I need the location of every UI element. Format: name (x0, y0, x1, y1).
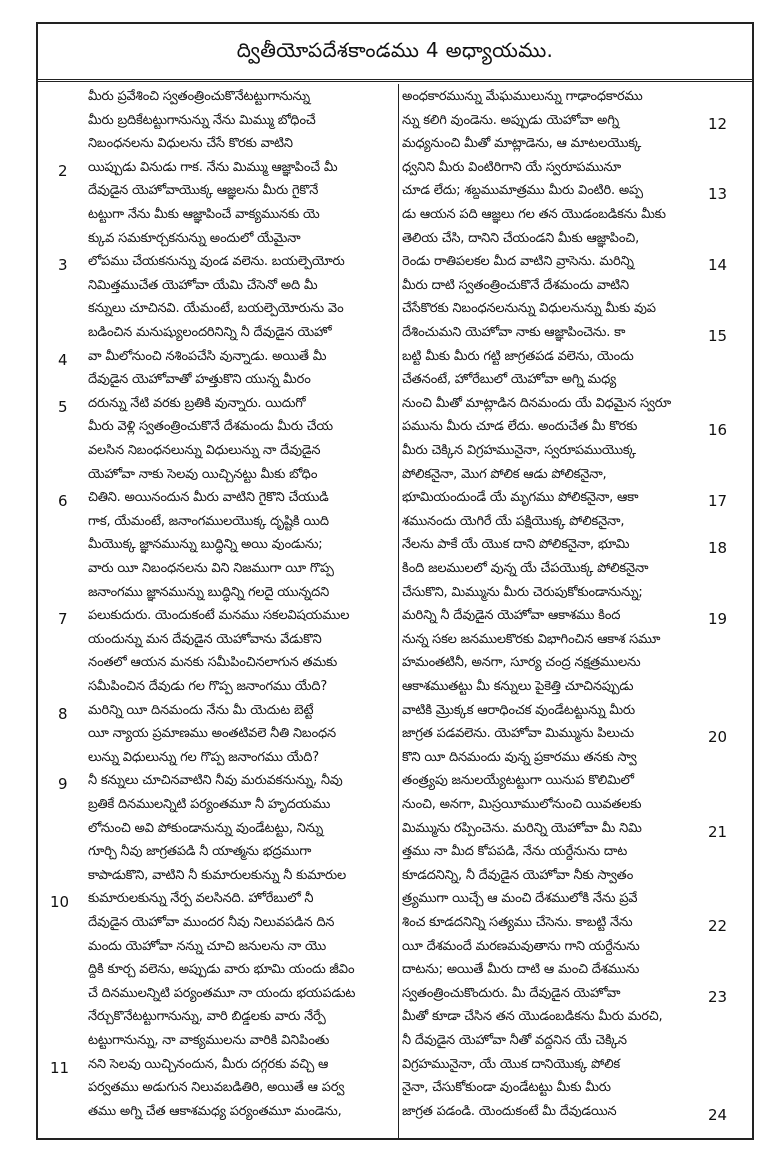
text-line: మీయొక్క జ్ఞానమున్ను బుద్ధిన్ని అయి వుండును; (88, 537, 323, 553)
text-line: రెండు రాతిపలకల మీద వాటిని వ్రాసెను. మరిన్ని (402, 254, 634, 270)
verse-number: 7 (58, 610, 68, 629)
column-divider (398, 84, 399, 1138)
text-line: అంధకారమున్ను మేఘములున్ను గాఢాంధకారము (402, 89, 643, 104)
verse-number: 10 (50, 893, 70, 912)
text-line: నీ దేవుడైన యెహోవా నీతో వద్దనిన యే చెక్కిన (402, 1033, 627, 1048)
verse-number: 15 (708, 327, 728, 345)
text-line: నని సెలవు యిచ్చినందున, మీరు దగ్గరకు వచ్చి ఆ (88, 1056, 329, 1072)
text-line: లోపము చేయకనున్ను వుండ వలెను. బయల్పెయోరు (88, 254, 345, 270)
verse-number: 21 (708, 822, 728, 841)
verse-number: 2 (58, 161, 68, 180)
text-line: నిబంధనలను విధులను చేసే కొరకు వాటిని (88, 136, 293, 152)
text-line: వలసిన నిబంధనలున్ను విధులున్ను నా దేవుడైన (88, 443, 321, 458)
text-line: మీరు చెక్కిన విగ్రహమునైనా, స్వరూపముయొక్క (402, 443, 636, 458)
verse-number: 4 (58, 350, 68, 369)
text-line: చేసుకొని, మిమ్మును మీరు చెరుపుకోకుండానున్ను; (402, 584, 643, 600)
text-line: నుంచి మీతో మాట్లాడిన దినమందు యే విధమైన స్వరూ (402, 395, 671, 411)
text-line: నంతలో ఆయన మనకు సమీపించినలాగున తమకు (88, 655, 338, 671)
text-line: నైనా, చేసుకోకుండా వుండేటట్టు మీకు మీరు (402, 1080, 611, 1096)
text-line: దేశించుమని యెహోవా నాకు ఆజ్ఞాపించెను. కా (402, 325, 626, 340)
text-line: యీ న్యాయ ప్రమాణము అంతటివలె నీతి నిబంధన (88, 726, 336, 742)
text-line: లున్ను విధులున్ను గల గొప్ప జనాంగము యేది? (88, 749, 319, 765)
text-line: నున్న సకల జనములకొరకు విభాగించిన ఆకాశ సమూ (402, 631, 661, 647)
text-line: టట్టుగా నేను మీకు ఆజ్ఞాపించే వాక్యమునకు యె (88, 207, 320, 222)
text-line: మీరు ప్రవేశించి స్వతంత్రించుకొనేటట్టుగానున్ను (88, 89, 310, 104)
text-line: చితిని. అయినందున మీరు వాటిని గైకొని చేయుడి (88, 490, 329, 506)
text-line: దేవుడైన యెహోవాయొక్క ఆజ్ఞలను మీరు గైకొనే (88, 183, 319, 199)
text-line: చేతనంటే, హోరేబులో యెహోవా అగ్ని మధ్య (402, 372, 616, 388)
text-line: స్వతంత్రించుకొందురు. మీ దేవుడైన యెహోవా (402, 985, 621, 1001)
verse-number: 23 (708, 987, 728, 1006)
text-line: తెలియ చేసి, దానిని చేయండని మీకు ఆజ్ఞాపించి, (402, 230, 639, 246)
text-line: మిమ్మును రప్పించెను. మరిన్ని యెహోవా మీ నిమి (402, 820, 642, 836)
text-line: తము అగ్ని చేత ఆకాశమధ్య పర్యంతమూ మండెను, (88, 1103, 342, 1119)
text-line: త్ర్యముగా యిచ్చే ఆ మంచి దేశములోకి నేను ప్రవే (402, 891, 638, 907)
text-line: డు ఆయన పది ఆజ్ఞలు గల తన యొడంబడికను మీకు (402, 207, 666, 222)
text-line: జనాంగము జ్ఞానమున్ను బుద్ధిన్ని గలదై యున్నదని (88, 584, 330, 600)
text-line: యెహోవా నాకు సెలవు యిచ్చినట్టు మీకు బోధిం (88, 466, 318, 482)
text-line: న్ను కలిగి వుండెను. అప్పుడు యెహోవా అగ్ని (402, 112, 619, 128)
header-band (36, 24, 754, 82)
text-line: వా మీలోనుంచి నశింపచేసి వున్నాడు. అయితే మీ (88, 348, 327, 364)
text-line: నీ కన్నులు చూచినవాటిని నీవు మరువకనున్ను, నీవు (88, 773, 343, 789)
text-line: బట్టి మీకు మీరు గట్టి జాగ్రతపడ వలెను, యెందు (402, 348, 634, 364)
text-line: తంత్ర్యపు జనులయ్యేటట్టుగా యినుప కొలిమిలో (402, 773, 634, 789)
verse-number: 22 (708, 917, 728, 935)
text-line: భూమియందుండే యే మృగము పోలికనైనా, ఆకా (402, 490, 639, 506)
text-line: దరున్ను నేటి వరకు బ్రతికి వున్నారు. యిదుగో (88, 395, 306, 411)
text-line: చేసేకొరకు నిబంధనలనున్ను విధులనున్ను మీకు వుప (402, 301, 656, 317)
text-line: మీతో కూడా చేసిన తన యొడంబడికను మీరు మరచి, (402, 1009, 663, 1025)
text-line: చూడ లేదు; శబ్దముమాత్రము మీరు వింటిరి. అప్ప (402, 183, 643, 199)
text-line: దేవుడైన యెహోవా ముందర నీవు నిలువపడిన దిన (88, 915, 335, 930)
text-line: పలుకుదురు. యెందుకంటే మనము సకలవిషయముల (88, 608, 350, 624)
text-line: గాక, యేమంటే, జనాంగములయొక్క దృష్టికి యిది (88, 513, 329, 529)
text-line: ద్దికి కూర్చ వలెను, అప్పుడు వారు భూమి యందు జీవిం (88, 962, 355, 978)
text-line: దాటను; అయితే మీరు దాటి ఆ మంచి దేశమును (402, 962, 640, 978)
text-line: గూర్చి నీవు జాగ్రతపడి నీ యాత్మను భద్రముగా (88, 844, 312, 860)
text-line: చే దినములన్నిటి పర్యంతమూ నా యందు భయపడుట (88, 985, 356, 1001)
text-line: మరిన్ని యీ దినమందు నేను మీ యెదుట బెట్టే (88, 702, 314, 718)
text-line: ఆకాశముతట్టు మీ కన్నులు పైకెత్తి చూచినప్పుడు (402, 679, 634, 694)
text-line: కూడదనిన్ని, నీ దేవుడైన యెహోవా నీకు స్వాతం (402, 867, 634, 883)
verse-number: 11 (50, 1058, 70, 1077)
verse-number: 20 (708, 728, 728, 747)
text-line: మధ్యనుంచి మీతో మాట్లాడెను, ఆ మాటలయొక్క (402, 136, 642, 152)
text-line: కాపాడుకొని, వాటిని నీ కుమారులకున్ను నీ కుమారుల (88, 867, 346, 883)
text-line: కొని యీ దినమందు వున్న ప్రకారము తనకు స్వా (402, 749, 637, 765)
text-line: పర్వతము అడుగున నిలువబడితిరి, అయితే ఆ పర్వ (88, 1080, 345, 1096)
text-line: సమీపించిన దేవుడు గల గొప్ప జనాంగము యేది? (88, 679, 328, 694)
text-line: శమునందు యెగిరే యే పక్షియొక్క పోలికనైనా, (402, 513, 625, 529)
text-line: త్తము నా మీద కోపపడి, నేను యర్దేనును దాట (402, 844, 628, 860)
verse-number: 9 (58, 775, 68, 794)
right-column (402, 88, 708, 1136)
text-line: మీరు వెళ్లి స్వతంత్రించుకొనే దేశమందు మీరు చేయ (88, 419, 333, 435)
verse-number: 18 (708, 539, 728, 558)
verse-number: 6 (58, 492, 68, 511)
text-line: లోనుంచి అవి పోకుండానున్ను వుండేటట్టు, నిన్ను (88, 820, 323, 836)
verse-number: 17 (708, 492, 728, 511)
text-line: క్కువ సమకూర్చకనున్ను అందులో యేమైనా (88, 230, 301, 246)
text-line: నేలను పాకే యే యొక దాని పోలికనైనా, భూమి (402, 537, 630, 553)
text-line: కింది జలములలో వున్న యే చేపయొక్క పోలికనైనా (402, 561, 649, 576)
text-line: బ్రతికే దినములన్నిటి పర్యంతమూ నీ హృదయము (88, 797, 331, 812)
page-title: ద్వితీయోపదేశకాండము 4 అధ్యాయము. (236, 38, 554, 62)
text-line: మరిన్ని నీ దేవుడైన యెహోవా ఆకాశము కింద (402, 608, 621, 624)
text-line: విగ్రహమునైనా, యే యొక దానియొక్క పోలిక (402, 1056, 620, 1072)
text-line: పమును మీరు చూడ లేదు. అందుచేత మీ కొరకు (402, 419, 638, 435)
text-line: జాగ్రత పడవలెను. యెహోవా మిమ్మును పిలుచు (402, 726, 634, 742)
text-line: నిమిత్తముచేత యెహోవా యేమి చేసెనో అది మీ (88, 277, 318, 293)
verse-number: 14 (708, 256, 728, 275)
text-line: కన్నులు చూచినవి. యేమంటే, బయల్పెయోరును వెం (88, 301, 344, 317)
text-line: జాగ్రత పడండి. యెందుకంటే మీ దేవుడయిన (402, 1103, 617, 1119)
verse-number: 24 (708, 1105, 728, 1124)
left-column (88, 88, 397, 1136)
text-line: యీ దేశమందే మరణమవుతాను గాని యర్దేనును (402, 938, 640, 954)
text-line: మీరు దాటి స్వతంత్రించుకొనే దేశమందు వాటిని (402, 277, 629, 293)
verse-number: 8 (58, 704, 68, 723)
verse-number: 5 (58, 397, 68, 416)
verse-number: 19 (708, 610, 728, 629)
text-line: వారు యీ నిబంధనలను విని నిజముగా యీ గొప్ప (88, 561, 334, 576)
text-line: ధ్వనిని మీరు వింటిరిగాని యే స్వరూపమునూ (402, 159, 622, 175)
text-line: యందున్ను మన దేవుడైన యెహోవాను వేడుకొని (88, 631, 322, 647)
text-line: మందు యెహోవా నన్ను చూచి జనులను నా యొ (88, 938, 326, 954)
text-line: మీరు బ్రదికేటట్టుగానున్ను నేను మిమ్ము బోధించే (88, 112, 316, 128)
text-line: హమంతటినీ, అనగా, సూర్య చంద్ర నక్షత్రములను (402, 655, 641, 671)
verse-number: 3 (58, 256, 68, 275)
text-line: కుమారులకున్ను నేర్ప వలసినది. హోరేబులో నీ (88, 891, 314, 907)
text-line: దేవుడైన యెహోవాతో హత్తుకొని యున్న మీరం (88, 372, 311, 388)
text-line: శించ కూడదనిన్ని సత్యము చేసెను. కాబట్టి నేను (402, 915, 633, 930)
verse-number: 12 (708, 114, 728, 133)
text-line: టట్టుగానున్ను, నా వాక్యములను వారికి వినిపింతు (88, 1033, 330, 1048)
text-line: పోలికనైనా, మొగ పోలిక ఆడు పోలికనైనా, (402, 466, 607, 482)
text-line: నేర్చుకొనేటట్టుగానున్ను, వారి బిడ్డలకు వారు నేర్పే (88, 1009, 326, 1025)
text-line: యిప్పుడు వినుడు గాక. నేను మిమ్ము ఆజ్ఞాపించే మీ (88, 159, 338, 175)
text-line: నుంచి, అనగా, మిస్రయీములోనుంచి యివతలకు (402, 797, 642, 812)
text-line: వాటికి మ్రొక్కక ఆరాధించక వుండేటట్టున్ను మీరు (402, 702, 635, 718)
verse-number: 13 (708, 185, 728, 204)
text-line: బడించిన మనుష్యులందరినిన్ని నీ దేవుడైన యెహో (88, 325, 332, 340)
verse-number: 16 (708, 421, 728, 440)
